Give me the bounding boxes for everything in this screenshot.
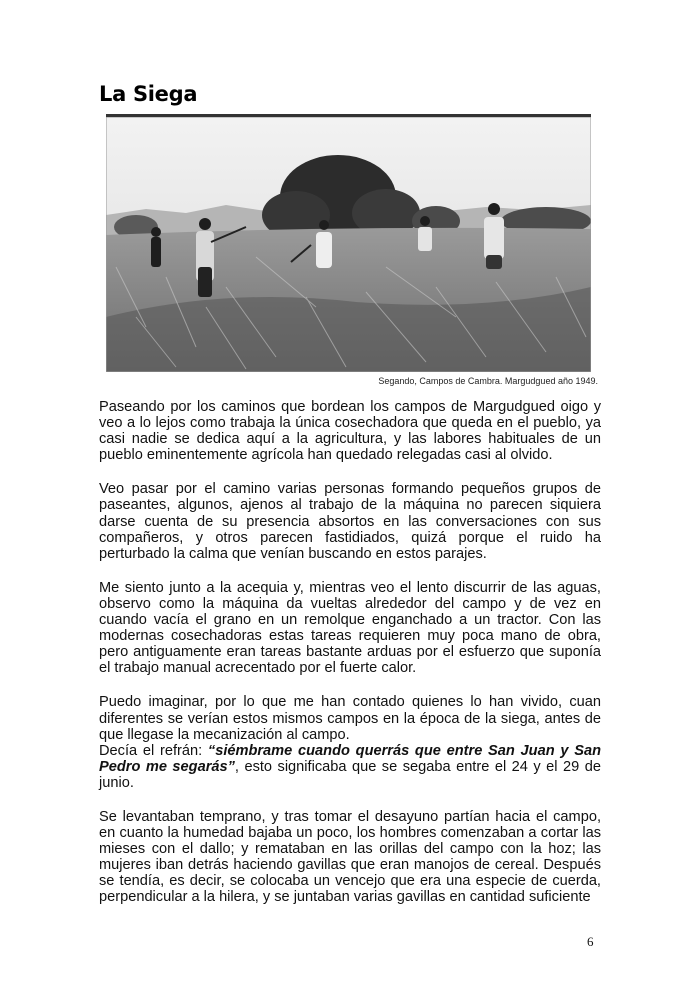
paragraph-6: Se levantaban temprano, y tras tomar el desayuno partían hacia el campo, en cuanto la humedad bajaba un poco, los hombres comenzaban a cortar las mieses con el dallo; y remataban en las orillas del campo con la hoz; las mujeres iban detrás haciendo gavillas que eran manojos de cereal. Después se tendía, es decir, se colocaba un vencejo que era una especie de cuerda, perpendicular a la hilera, y se juntaban varias gavillas en cantidad suficiente	[99, 808, 601, 906]
paragraph-4: Puedo imaginar, por lo que me han contado quienes lo han vivido, cuan diferentes se verían estos mismos campos en la época de la siega, antes de que llegase la mecanización al campo.	[99, 694, 601, 743]
article-body	[99, 399, 601, 924]
harvest-photo-icon	[106, 117, 591, 372]
paragraph-5	[99, 743, 601, 791]
paragraph-3: Me siento junto a la acequia y, mientras veo el lento discurrir de las aguas, observo como la máquina da vueltas alrededor del campo y de vez en cuando vacía el grano en un remolque enganchado a un tractor. Con las modernas cosechadoras estas tareas requieren muy poca mano de obra, pero antiguamente eran tareas bastante arduas por el esfuerzo que suponía el trabajo manual acrecentado por el fuerte calor.	[99, 579, 601, 677]
refran-quote: “siémbrame cuando querrás que entre San Juan y San Pedro me segarás”	[99, 742, 601, 775]
paragraph-1: Paseando por los caminos que bordean los campos de Margudgued oigo y veo a lo lejos como trabaja la única cosechadora que queda en el pueblo, ya casi nadie se dedica aquí a la agricultura, y las labores habituales de un pueblo eminentemente agrícola han quedado relegadas casi al olvido.	[99, 399, 601, 464]
refran-explanation: , esto significaba que se segaba entre el 24 y el 29 de junio.	[99, 758, 601, 791]
page-number: 6	[587, 934, 594, 949]
page-title: La Siega	[99, 82, 198, 106]
harvest-photo	[106, 114, 591, 372]
photo-caption: Segando, Campos de Cambra. Margudgued año 1949.	[378, 376, 598, 386]
refran-intro: Decía el refrán:	[99, 742, 208, 759]
paragraph-2: Veo pasar por el camino varias personas formando pequeños grupos de paseantes, algunos, ajenos al trabajo de la máquina no parecen siquiera darse cuenta de su presencia absortos en las conversaciones con sus compañeros, y otros parecen fastidiados, quizá porque el ruido ha perturbado la calma que venían buscando en estos parajes.	[99, 481, 601, 562]
